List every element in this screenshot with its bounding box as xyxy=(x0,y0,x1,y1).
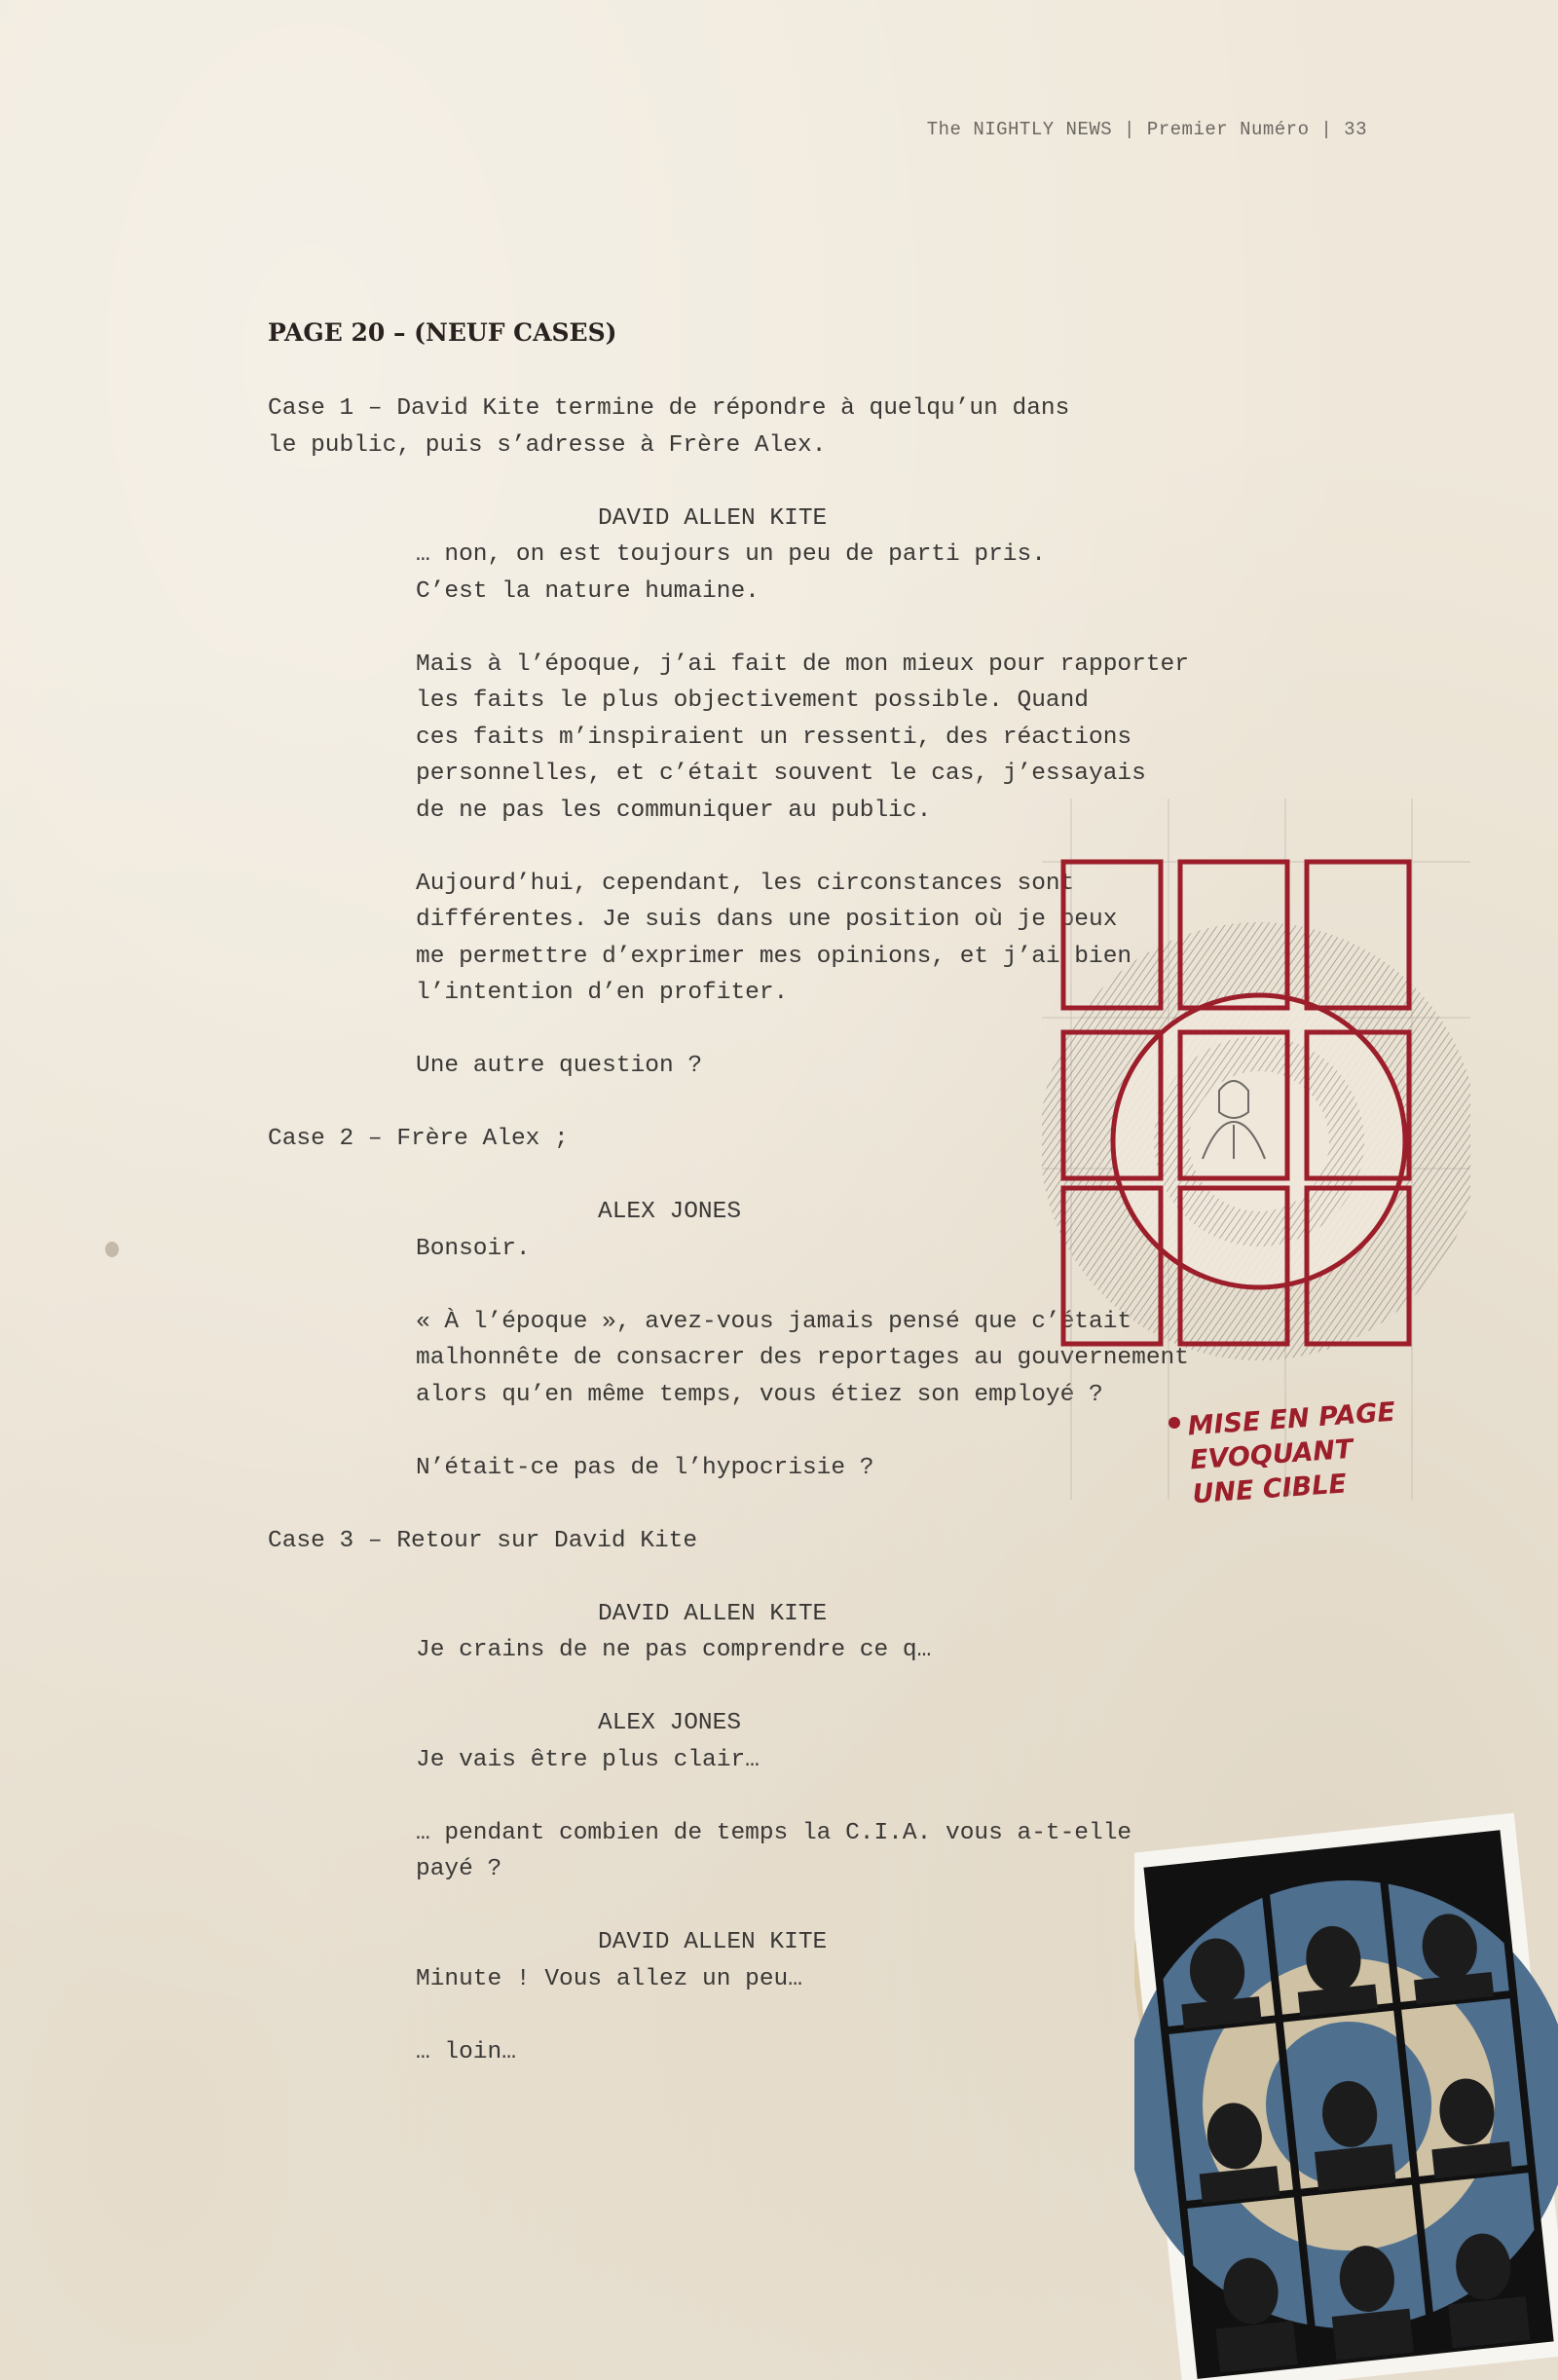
paper-stain xyxy=(105,1242,119,1257)
speaker-david-allen-kite: DAVID ALLEN KITE xyxy=(598,1600,828,1627)
dialogue-block: Bonsoir. xyxy=(416,1235,531,1262)
speaker-david-allen-kite: DAVID ALLEN KITE xyxy=(598,1929,828,1955)
dialogue-block: « À l’époque », avez-vous jamais pensé que c’était malhonnête de consacrer des reportages au gouvernement alors qu’en même temps, vous étiez son employé ? xyxy=(416,1308,1189,1408)
dialogue-block: Une autre question ? xyxy=(416,1053,703,1079)
case-3-description: Case 3 – Retour sur David Kite xyxy=(268,1527,698,1554)
annotation-bullet xyxy=(1168,1417,1180,1429)
case-1-description: Case 1 – David Kite termine de répondre à quelqu’un dans le public, puis s’adresse à Frère Alex. xyxy=(268,395,1070,459)
dialogue-block: … non, on est toujours un peu de parti pris. C’est la nature humaine. xyxy=(416,541,1046,605)
speaker-david-allen-kite: DAVID ALLEN KITE xyxy=(598,504,828,532)
comic-page-photo xyxy=(1134,1811,1558,2380)
page-heading: PAGE 20 – (NEUF CASES) xyxy=(268,318,617,347)
dialogue-block: … loin… xyxy=(416,2038,516,2065)
character-faces xyxy=(1175,1910,1531,2372)
dialogue-block: N’était-ce pas de l’hypocrisie ? xyxy=(416,1454,874,1481)
running-head: The NIGHTLY NEWS | Premier Numéro | 33 xyxy=(926,119,1367,140)
dialogue-block: Mais à l’époque, j’ai fait de mon mieux pour rapporter les faits le plus objectivement possible. Quand ces faits m’inspiraient un ressenti, des réactions personnelles, et c’était souvent le cas, j’essayais de ne pas les communiquer au public. xyxy=(416,651,1189,824)
dialogue-block: Je crains de ne pas comprendre ce q… xyxy=(416,1637,932,1663)
paper-stain xyxy=(1285,1490,1291,1496)
dialogue-block: Je vais être plus clair… xyxy=(416,1746,760,1773)
speaker-alex-jones: ALEX JONES xyxy=(598,1710,742,1736)
dialogue-block: Minute ! Vous allez un peu… xyxy=(416,1965,802,1992)
sketch-annotation: MISE EN PAGE EVOQUANT UNE CIBLE xyxy=(1186,1396,1396,1510)
dialogue-block: Aujourd’hui, cependant, les circonstances sont différentes. Je suis dans une position où je peux me permettre d’exprimer mes opinions, et j’ai bien l’intention d’en profiter. xyxy=(416,870,1132,1006)
case-2-description: Case 2 – Frère Alex ; xyxy=(268,1126,569,1152)
dialogue-block: … pendant combien de temps la C.I.A. vous a-t-elle payé ? xyxy=(416,1819,1132,1882)
speaker-alex-jones: ALEX JONES xyxy=(598,1199,742,1225)
